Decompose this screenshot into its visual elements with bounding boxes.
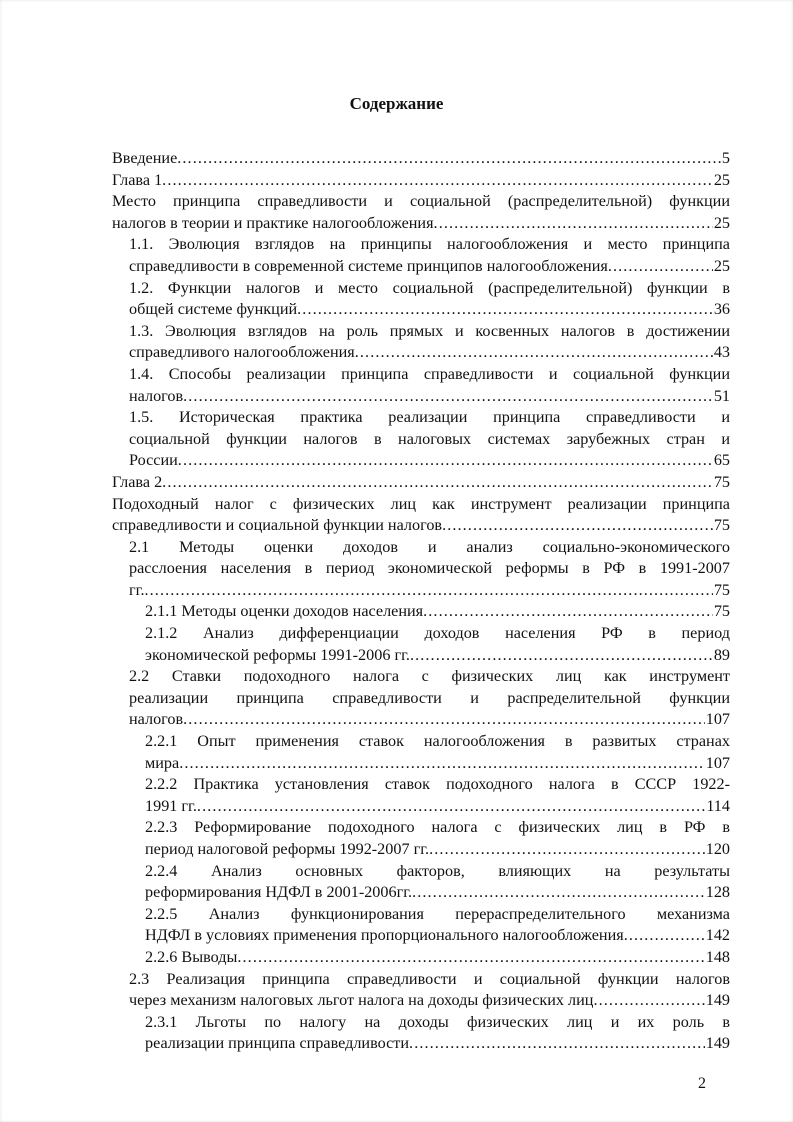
toc-entry-last-line: [145, 796, 730, 818]
toc-entry[interactable]: [112, 321, 730, 364]
toc-entry-last-line: [145, 753, 730, 775]
toc-entry-text: реализации принципа справедливости: [145, 1034, 410, 1053]
toc-entry-text: справедливости в современной системе принципов налогообложения: [129, 256, 608, 275]
toc-entry-page: 114: [706, 796, 730, 815]
toc-entry[interactable]: [112, 472, 730, 494]
toc-entry-text: налогов в теории и практике налогообложения: [112, 213, 434, 232]
dot-leader: [429, 839, 705, 861]
toc-entry-text: 2.2.6 Выводы: [145, 947, 238, 966]
toc-entry-line: 1.4. Способы реализации принципа справедливости и социальной функции: [129, 364, 730, 383]
toc-entry-page: 65: [713, 451, 730, 470]
toc-entry[interactable]: [112, 947, 730, 969]
toc-entry-line: 2.2 Ставки подоходного налога с физических лиц как инструмент: [129, 667, 730, 686]
toc-entry[interactable]: [112, 170, 730, 192]
toc-entry-text: России: [129, 451, 178, 470]
toc-entry-text: Введение: [112, 149, 178, 167]
toc-entry[interactable]: [112, 407, 730, 472]
toc-entry-last-line: [129, 342, 730, 364]
toc-entry-page: 75: [713, 580, 730, 599]
dot-leader: [434, 213, 713, 235]
toc-entry-last-line: [129, 450, 730, 472]
toc-entry-text: НДФЛ в условиях применения пропорционального налогообложения: [145, 926, 624, 945]
toc-entry[interactable]: [112, 1012, 730, 1055]
toc-entry-page: 128: [705, 883, 730, 902]
toc-entry-page: 75: [713, 602, 730, 621]
toc-entry-last-line: [145, 645, 730, 667]
dot-leader: [197, 796, 705, 818]
toc-entry-line: 2.2.1 Опыт применения ставок налогообложения в развитых странах: [145, 732, 730, 751]
toc-entry-page: 36: [713, 300, 730, 319]
toc-entry-last-line: [145, 839, 730, 861]
toc-entry-page: 120: [705, 840, 730, 858]
table-of-contents: [112, 148, 730, 1055]
toc-entry-last-line: [145, 882, 730, 904]
dot-leader: [608, 256, 713, 278]
toc-entry-line: 1.1. Эволюция взглядов на принципы налогообложения и место принципа: [129, 235, 730, 254]
toc-entry[interactable]: [112, 774, 730, 817]
toc-entry-page: 148: [705, 947, 730, 966]
toc-entry-text: гг.: [129, 580, 145, 599]
toc-entry-line: 2.2.3 Реформирование подоходного налога с физических лиц в РФ в: [145, 818, 730, 837]
toc-entry-page: 149: [705, 1034, 730, 1053]
page-number: 2: [698, 1075, 706, 1092]
toc-entry-last-line: [145, 601, 730, 623]
toc-entry[interactable]: [112, 148, 730, 170]
dot-leader: [183, 709, 705, 731]
toc-entry-text: Глава 2: [112, 472, 163, 491]
toc-entry-page: 142: [705, 926, 730, 945]
toc-entry-line: 1.3. Эволюция взглядов на роль прямых и косвенных налогов в достижении: [129, 321, 730, 340]
toc-entry-text: мира: [145, 753, 180, 772]
toc-entry-text: общей системе функций: [129, 300, 298, 319]
dot-leader: [624, 925, 705, 947]
toc-entry-line: 2.1 Методы оценки доходов и анализ социально-экономического: [129, 537, 730, 556]
toc-entry-text: справедливого налогообложения: [129, 343, 355, 362]
toc-entry-line: 2.3 Реализация принципа справедливости и социальной функции налогов: [129, 969, 730, 988]
toc-entry-last-line: [129, 256, 730, 278]
toc-entry[interactable]: [112, 861, 730, 904]
toc-entry-line: Место принципа справедливости и социальной (распределительной) функции: [112, 192, 730, 211]
dot-leader: [162, 170, 713, 192]
toc-entry[interactable]: [112, 494, 730, 537]
toc-entry[interactable]: [112, 731, 730, 774]
toc-entry-line: 2.2.4 Анализ основных факторов, влияющих на результаты: [145, 861, 730, 880]
toc-entry-page: 5: [721, 149, 730, 167]
toc-entry-line: 1.2. Функции налогов и место социальной (распределительной) функции в: [129, 278, 730, 297]
toc-entry-line: 2.2.5 Анализ функционирования перераспределительного механизма: [145, 904, 730, 923]
toc-entry-text: налогов: [129, 710, 184, 729]
toc-entry[interactable]: [112, 666, 730, 731]
dot-leader: [423, 601, 713, 623]
dot-leader: [355, 342, 713, 364]
toc-entry[interactable]: [112, 904, 730, 947]
dot-leader: [412, 882, 705, 904]
toc-entry-page: 43: [713, 343, 730, 362]
toc-entry[interactable]: [112, 234, 730, 277]
dot-leader: [177, 148, 721, 170]
toc-entry-page: 75: [713, 472, 730, 491]
toc-entry-text: Глава 1: [112, 170, 163, 189]
toc-entry-text: 1991 гг.: [145, 796, 197, 815]
dot-leader: [593, 990, 704, 1012]
toc-entry-page: 89: [713, 645, 730, 664]
dot-leader: [410, 645, 713, 667]
toc-entry-text: экономической реформы 1991-2006 гг.: [145, 645, 410, 664]
dot-leader: [442, 515, 713, 537]
toc-entry-line: 1.5. Историческая практика реализации принципа справедливости и: [129, 408, 730, 427]
toc-entry-page: 25: [713, 213, 730, 232]
page-title: Содержание: [349, 94, 444, 113]
toc-entry-line: 2.1.2 Анализ дифференциации доходов населения РФ в период: [145, 624, 730, 643]
toc-entry-line: реализации принципа справедливости и распределительной функции: [129, 688, 730, 707]
toc-entry-last-line: [129, 580, 730, 602]
toc-entry[interactable]: [112, 969, 730, 1012]
toc-entry-line: 2.2.2 Практика установления ставок подоходного налога в СССР 1922-: [145, 775, 730, 794]
toc-entry-page: 75: [713, 516, 730, 535]
toc-entry-page: 149: [705, 991, 730, 1010]
toc-entry[interactable]: [112, 601, 730, 623]
toc-entry-last-line: [145, 1033, 730, 1055]
toc-entry-line: социальной функции налогов в налоговых системах зарубежных стран и: [129, 429, 730, 448]
toc-entry[interactable]: [112, 817, 730, 860]
dot-leader: [178, 450, 713, 472]
toc-entry-text: реформирования НДФЛ в 2001-2006гг.: [145, 883, 413, 902]
toc-entry-page: 25: [713, 170, 730, 189]
dot-leader: [179, 753, 705, 775]
toc-entry[interactable]: [112, 364, 730, 407]
toc-entry-text: налогов: [129, 386, 184, 405]
toc-entry[interactable]: [112, 623, 730, 666]
toc-entry-line: Подоходный налог с физических лиц как инструмент реализации принципа: [112, 494, 730, 513]
toc-entry-last-line: [112, 170, 730, 192]
dot-leader: [183, 386, 713, 408]
dot-leader: [145, 580, 713, 602]
toc-entry[interactable]: [112, 191, 730, 234]
dot-leader: [409, 1033, 705, 1055]
toc-entry-last-line: [112, 472, 730, 494]
toc-entry-text: 2.1.1 Методы оценки доходов населения: [145, 602, 424, 621]
toc-entry-last-line: [145, 947, 730, 969]
toc-entry-last-line: [112, 515, 730, 537]
toc-entry-page: 25: [713, 256, 730, 275]
toc-entry[interactable]: [112, 537, 730, 602]
toc-entry[interactable]: [112, 278, 730, 321]
toc-entry-page: 107: [705, 753, 730, 772]
toc-entry-last-line: [129, 709, 730, 731]
toc-entry-text: справедливости и социальной функции налогов: [112, 516, 443, 535]
toc-entry-last-line: [145, 925, 730, 947]
toc-entry-last-line: [129, 990, 730, 1012]
toc-entry-last-line: [112, 213, 730, 235]
toc-entry-line: 2.3.1 Льготы по налогу на доходы физических лиц и их роль в: [145, 1012, 730, 1031]
toc-entry-line: расслоения населения в период экономической реформы в РФ в 1991-2007: [129, 559, 730, 578]
toc-entry-text: период налоговой реформы 1992-2007 гг.: [145, 840, 430, 858]
toc-entry-text: через механизм налоговых льгот налога на доходы физических лиц: [129, 991, 594, 1010]
toc-entry-last-line: [129, 386, 730, 408]
toc-entry-page: 51: [713, 386, 730, 405]
toc-entry-page: 107: [705, 710, 730, 729]
dot-leader: [162, 472, 713, 494]
toc-entry-last-line: [112, 148, 730, 170]
toc-entry-last-line: [129, 299, 730, 321]
dot-leader: [237, 947, 704, 969]
dot-leader: [297, 299, 713, 321]
